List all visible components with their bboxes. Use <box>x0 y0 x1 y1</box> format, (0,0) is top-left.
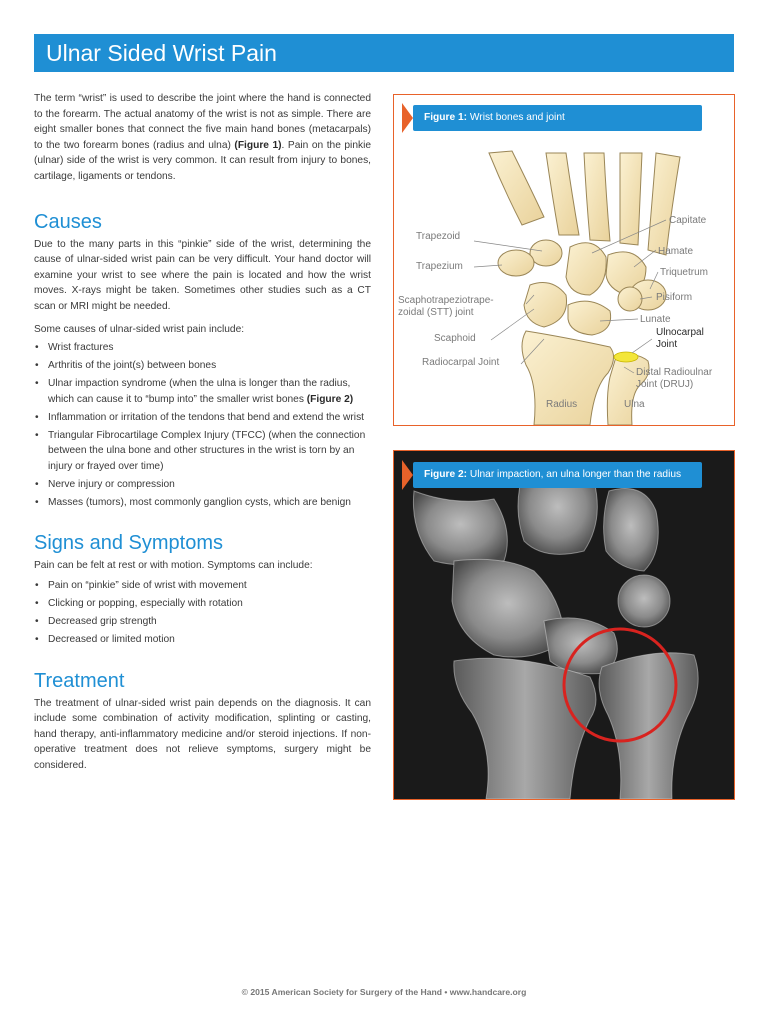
symptoms-intro: Pain can be felt at rest or with motion. Symptoms can include: <box>34 560 313 572</box>
list-item-text: Inflammation or irritation of the tendons that bend and extend the wrist <box>48 411 364 423</box>
symptoms-list <box>34 578 371 648</box>
xray-pisiform <box>618 575 670 627</box>
list-item: • Decreased or limited motion <box>34 632 371 648</box>
metacarpal-1 <box>489 151 544 225</box>
ulnocarpal-joint-marker <box>614 352 638 362</box>
radius-bone <box>522 331 614 425</box>
treatment-paragraph: The treatment of ulnar-sided wrist pain depends on the diagnosis. It can include some combination of activity modification, splinting or casting, hand therapy, anti-inflammatory medicine and/or steroid injections. If non-operative treatment does not relieve symptoms, surgery might be considered. <box>34 697 371 771</box>
list-item <box>34 428 371 475</box>
intro-text: The term “wrist” is used to describe the joint where the hand is connected to the forearm. The actual anatomy of the wrist is not as simple. There are eight smaller bones that connect the five main hand bones (metacarpals) to the two forearm bones (radius and ulna) <box>34 93 371 151</box>
intro-text-end: . Pain on the pinkie (ulnar) side of the wrist is very common. It can result from injury to bones, cartilage, ligaments or tendons. <box>34 139 372 182</box>
list-item <box>34 358 371 374</box>
figure-1-caption-prefix: Figure 1: <box>424 112 468 123</box>
label-stt-line-1: Scaphotrapeziotrape- <box>398 295 494 306</box>
causes-heading: Causes <box>34 210 102 233</box>
label-stt-line-2: zoidal (STT) joint <box>398 307 474 318</box>
figure-2-caption <box>413 462 702 488</box>
figure-2-caption-prefix: Figure 2: <box>424 469 468 480</box>
list-item-text: Ulnar impaction syndrome (when the ulna is longer than the radius, which can cause it to “bump into” the smaller wrist bones <box>48 378 351 405</box>
list-item-text: Nerve injury or compression <box>48 478 175 490</box>
trapezoid-bone <box>530 240 562 266</box>
symptoms-heading: Signs and Symptoms <box>34 532 223 555</box>
label-ulnocarpal-line-2: Joint <box>656 339 678 350</box>
wrist-anatomy-illustration <box>394 95 734 425</box>
label-triquetrum: Triquetrum <box>660 267 708 278</box>
list-item-text: Arthritis of the joint(s) between bones <box>48 360 217 372</box>
label-lunate: Lunate <box>640 314 671 325</box>
trapezium-bone <box>498 250 534 276</box>
main-column <box>34 91 371 774</box>
label-radius: Radius <box>546 399 578 410</box>
label-druj-line-2: Joint (DRUJ) <box>636 379 694 390</box>
causes-list-intro: Some causes of ulnar-sided wrist pain include: <box>34 323 245 335</box>
figure-1-caption <box>413 105 702 131</box>
page-title: Ulnar Sided Wrist Pain <box>46 40 277 66</box>
lunate-bone <box>568 301 611 335</box>
figure-1-reference: (Figure 1) <box>234 139 282 151</box>
list-item-text: Wrist fractures <box>48 342 114 354</box>
label-ulna: Ulna <box>624 399 645 410</box>
label-trapezium: Trapezium <box>416 261 463 272</box>
list-item <box>34 410 371 426</box>
label-radiocarpal: Radiocarpal Joint <box>422 357 500 368</box>
label-druj-line-1: Distal Radioulnar <box>636 367 713 378</box>
figure-2-caption-text: Ulnar impaction, an ulna longer than the radius <box>469 469 682 480</box>
metacarpal-2 <box>546 153 579 235</box>
label-ulnocarpal-line-1: Ulnocarpal <box>656 327 704 338</box>
causes-paragraph: Due to the many parts in this “pinkie” side of the wrist, determining the cause of ulnar-sided wrist pain can be very difficult. Your hand doctor will examine your wrist to see where the pain is located and how the wrist moves. X-rays might be taken. Sometimes other studies such as a CT scan or MRI might be needed. <box>34 238 371 312</box>
list-item-text: Triangular Fibrocartilage Complex Injury (TFCC) (when the connection between the ulna bone and other structures in the wrist is torn by an injury or frayed over time) <box>48 429 366 472</box>
pisiform-bone <box>618 287 642 311</box>
list-item <box>34 340 371 356</box>
figure-2 <box>393 450 735 800</box>
figure-arrow-icon <box>402 460 413 490</box>
metacarpal-4 <box>620 153 642 245</box>
list-item: • Pain on “pinkie” side of wrist with movement <box>34 578 371 594</box>
xray-image <box>394 451 734 799</box>
metacarpal-3 <box>584 153 610 241</box>
treatment-heading: Treatment <box>34 669 125 692</box>
label-scaphoid: Scaphoid <box>434 333 476 344</box>
footer: © 2015 American Society for Surgery of the Hand • www.handcare.org <box>241 987 527 997</box>
figure-1 <box>393 94 735 426</box>
causes-list <box>34 340 371 510</box>
metacarpal-5 <box>648 153 680 255</box>
label-trapezoid: Trapezoid <box>416 231 461 242</box>
figure-1-caption-text: Wrist bones and joint <box>469 112 565 123</box>
capitate-bone <box>566 243 606 295</box>
list-item-text: Masses (tumors), most commonly ganglion cysts, which are benign <box>48 496 351 508</box>
list-item: • Clicking or popping, especially with rotation <box>34 596 371 612</box>
list-item <box>34 477 371 493</box>
intro-paragraph <box>34 91 371 185</box>
label-pisiform: Pisiform <box>656 292 693 303</box>
title-bar <box>34 34 734 72</box>
list-item: • Decreased grip strength <box>34 614 371 630</box>
list-item <box>34 495 371 511</box>
figure-arrow-icon <box>402 103 413 133</box>
label-hamate: Hamate <box>658 246 694 257</box>
figure-2-reference: (Figure 2) <box>306 393 354 405</box>
list-item <box>34 376 371 407</box>
label-capitate: Capitate <box>669 215 707 226</box>
scaphoid-bone <box>524 283 567 327</box>
